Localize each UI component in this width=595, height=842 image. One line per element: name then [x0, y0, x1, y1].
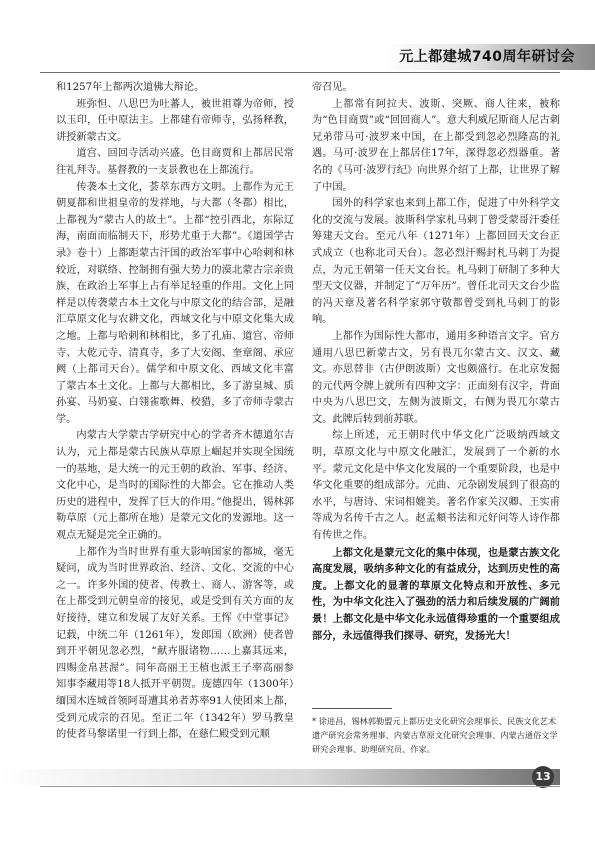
paragraph: 综上所述，元王朝时代中华文化广泛吸纳西域文明，草原文化与中原文化融汇，发展到了一个新的水平。蒙元文化是中华文化发展的一个重要阶段，也是中华文化重要的组成部分。元曲、元杂剧发展到了很高的水平，与唐诗、宋词相媲美。著名作家关汉卿、王实甫等成为名传千古之人。赵孟頫书法和元好问等人诗作都有传世之作。	[312, 430, 560, 542]
paragraph: 上都作为当时世界有重大影响国家的都城，毫无疑问，成为当时世界政治、经济、文化、交流的中心之一。许多外国的使者、传教士、商人、游客等，或在上都受到元朝皇帝的接见，或是受到有关方面的友好接待，建立和发展了友好关系。王恽《中堂事记》记载，中统二年（1261年），发郎国（欧洲）使者曾到开平朝见忽必烈，“献卉服诸物……上嘉其远来，四赐金帛甚渥”。同年高丽王王植也派王子率高丽参知事李藏用等18人抵开平朝贺。庞德四年（1300年）缅国木连城首领阿哥遭其弟者苏率91人使团来上都，受到元成宗的召见。至正二年（1342年）罗马教皇的使者马黎诺里一行到上都，在慈仁殿受到元顺	[56, 546, 294, 741]
paragraph: 班弥怛、八思巴为吐蕃人，被世祖尊为帝师，授以玉印，任中原法主。上都建有帝师寺，弘扬释教，讲授新蒙古文。	[56, 98, 294, 143]
paragraph: 帝召见。	[312, 82, 353, 93]
right-column	[312, 80, 560, 644]
footer-gradient-band	[0, 769, 560, 785]
header-divider	[40, 72, 560, 73]
paragraph: 上都常有阿拉夫、波斯、突厥、商人往来，被称为“色目商贾”或“回回商人”。意大利威尼斯商人尼古刺兄弟带马可·波罗来中国，在上都受到忽必烈隆高的礼遇。马可·波罗在上都居住17年，深得忽必烈器重。著名的《马可·波罗行纪》向世界介绍了上都，让世界了解了中国。	[312, 98, 560, 193]
footnote-divider	[312, 708, 392, 709]
paragraph: 传袭本土文化，荟萃东西方文明。上都作为元王朝夏都和世祖皇帝的发祥地，与大都（冬都）相比，上都视为“蒙古人的故土”。上都“控引西北，东际辽海，南面而临制天下，形势尤重于大都”。《道国学古录》卷十）上都距蒙古汗国的政治军事中心哈剌和林较近，对联络、控制拥有强大势力的漠北蒙古宗亲贵族，在政治上军事上占有举足轻重的作用。文化上同样是以传袭蒙古本土文化与中原文化的结合部，是融汇草原文化与农耕文化，西域文化与中原文化集大成之地。上都与哈剌和林相比，多了孔庙、道宫、帝师寺、大乾元寺、清真寺，多了大安阁、奎章阁、承应阙（上都司天台）。儒学和中原文化、西域文化丰富了蒙古本土文化。上都与大都相比，多了游皇城、质孙宴、马奶宴、白翎雀歌舞、校猎，多了帝师寺蒙古学。	[56, 181, 294, 425]
paragraph: 内蒙古大学蒙古学研究中心的学者齐木德道尔吉认为，元上都是蒙古民族从草原上崛起并实现全国统一的基地，是大统一的元王朝的政治、军事、经济、文化中心，是当时的国际性的大都会。它在推动人类历史的进程中，发挥了巨大的作用。”他提出，锡林郭勒草原（元上都所在地）是蒙元文化的发源地。这一观点无疑是完全正确的。	[56, 430, 294, 542]
header-title: 元上都建城740周年研讨会	[399, 49, 575, 65]
footnote: * 徐进昌，锡林郭勒盟元上都历史文化研究会理事长、民族文化艺术遗产研究会常务理事、内蒙古草原文化研究会理事、内蒙古通俗文学研究会理事、助理研究员、作家。	[312, 716, 558, 754]
left-column	[56, 80, 294, 744]
footer-divider	[40, 786, 560, 787]
page-header	[0, 0, 595, 70]
paragraph: 道宫、回回寺活动兴盛。色目商贾和上都居民常往礼拜寺。基督教的一支景教也在上都流行。	[56, 148, 294, 176]
page-number: 13	[532, 766, 554, 788]
paragraph: 国外的科学家也来到上都工作，促进了中外科学文化的交流与发展。波斯科学家札马剌丁曾受蒙哥汗委任筹建天文台。至元八年（1271年）上都回回天文台正式成立（也称北司天台）。忽必烈汗赐封札马剌丁为提点，为元王朝第一任天文台长。札马剌丁研制了多种大型天文仪器，并制定了“万年历”。曾任北司天文台少监的冯天章及著名科学家郭守敬都曾受到札马剌丁的影响。	[312, 198, 560, 326]
paragraph: 上都文化是蒙元文化的集中体现，也是蒙古族文化高度发展，吸纳多种文化的有益成分，达到历史性的高度。上都文化的显著的草原文化特点和开放性、多元性，为中华文化注入了强劲的活力和后续发展的广阔前景！上都文化是中华文化永远值得珍重的一个重要组成部分，永远值得我们探寻、研究，发扬光大！	[312, 546, 560, 642]
paragraph: 上都作为国际性大都市，通用多种语言文字。官方通用八思巴新蒙古文，另有畏兀尔蒙古文、汉文、藏文。亦思替非（古伊朗波斯）文也颇盛行。在北京发掘的元代两令牌上就所有四种文字：正面刻有汉字，背面中央为八思巴文，左侧为波斯文，右侧为畏兀尔蒙古文。此牌后转到前苏联。	[312, 330, 560, 425]
paragraph: 和1257年上都两次道佛大辩论。	[56, 82, 205, 93]
